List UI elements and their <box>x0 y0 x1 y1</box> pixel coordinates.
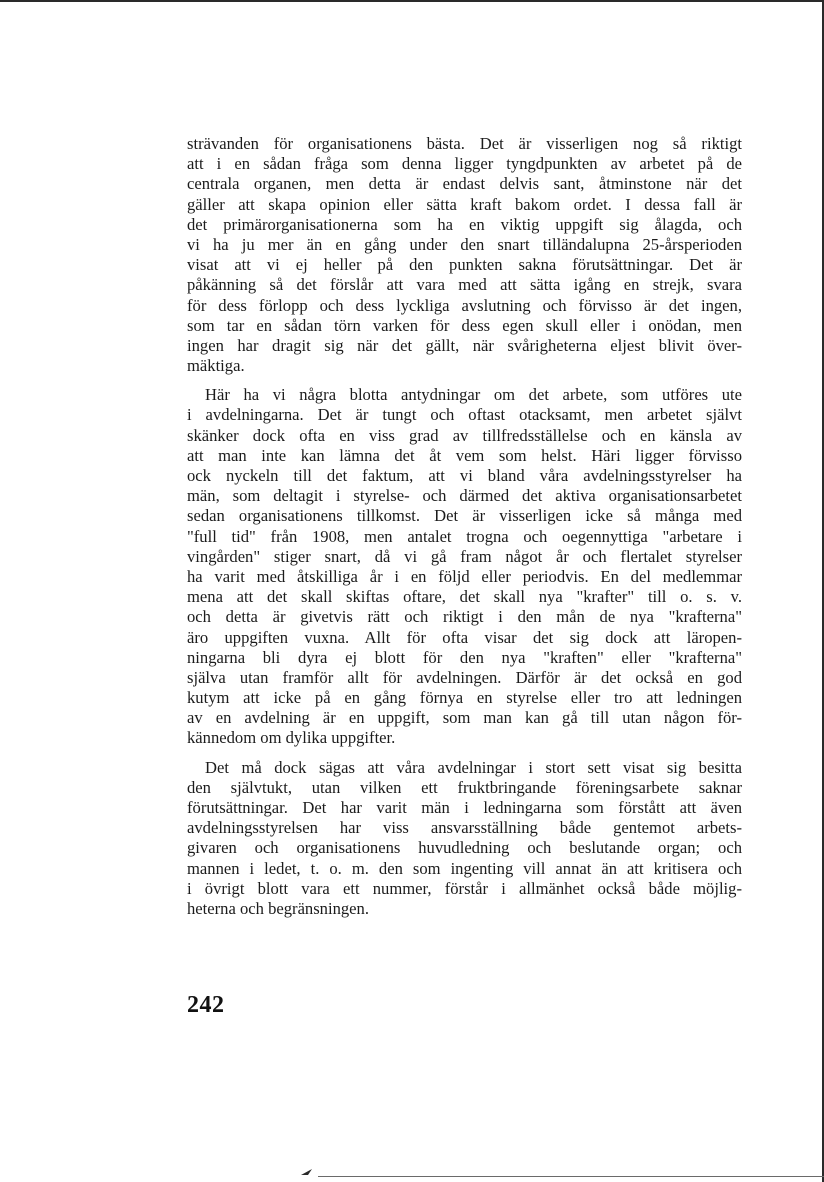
text-line: mannen i ledet, t. o. m. den som ingenting vill annat än att kritisera och <box>187 858 742 878</box>
paragraph-3 <box>187 758 742 920</box>
text-line: den självtukt, utan vilken ett fruktbringande föreningsarbete saknar <box>187 777 742 797</box>
text-line: av en avdelning är en uppgift, som man kan gå till utan någon för- <box>187 708 742 728</box>
text-line: kännedom om dylika uppgifter. <box>187 728 396 748</box>
text-line: centrala organen, men detta är endast delvis sant, åtminstone när det <box>187 174 742 194</box>
text-line: skänker dock ofta en viss grad av tillfredsställelse och en känsla av <box>187 425 742 445</box>
text-line: och detta är givetvis rätt och riktigt i den mån de nya "krafterna" <box>187 607 742 627</box>
text-line: avdelningsstyrelsen har viss ansvarsställning både gentemot arbets- <box>187 818 742 838</box>
text-line: strävanden för organisationens bästa. Det är visserligen nog så riktigt <box>187 134 742 153</box>
text-line: gäller att skapa opinion eller sätta kraft bakom ordet. I dessa fall är <box>187 194 742 214</box>
text-line: ingen har dragit sig när det gällt, när svårigheterna eljest blivit över- <box>187 335 742 355</box>
text-line: förutsättningar. Det har varit män i ledningarna som förstått att även <box>187 798 742 817</box>
text-line: att i en sådan fråga som denna ligger tyngdpunkten av arbetet på de <box>187 154 742 174</box>
body-text <box>187 134 742 919</box>
text-line: ningarna bli dyra ej blott för den nya "kraften" eller "krafterna" <box>187 647 742 667</box>
text-line: "full tid" från 1908, men antalet trogna och oegennyttiga "arbetare i <box>187 526 742 546</box>
text-line: mäktiga. <box>187 356 245 376</box>
page-number: 242 <box>187 992 225 1018</box>
text-line: för dess förlopp och dess lyckliga avslutning och förvisso är det ingen, <box>187 295 742 315</box>
text-line: äro uppgiften vuxna. Allt för ofta visar det sig dock att läropen- <box>187 627 742 647</box>
text-line: som tar en sådan törn varken för dess egen skull eller i onödan, men <box>187 315 742 335</box>
scan-edge-bottom <box>318 1176 824 1177</box>
text-line: att man inte kan lämna det åt vem som helst. Häri ligger förvisso <box>187 445 742 465</box>
paragraph-2 <box>187 385 742 748</box>
text-line: Det må dock sägas att våra avdelningar i stort sett visat sig besitta <box>205 757 742 777</box>
text-line: det primärorganisationerna som ha en viktig uppgift sig ålagda, och <box>187 214 742 234</box>
text-line: i avdelningarna. Det är tungt och oftast otacksamt, men arbetet självt <box>187 405 742 425</box>
text-line: vingården" stiger snart, då vi gå fram något år och flertalet styrelser <box>187 546 742 566</box>
text-line: sedan organisationens tillkomst. Det är visserligen icke så många med <box>187 506 742 526</box>
text-line: mena att det skall skiftas oftare, det skall nya "krafter" till o. s. v. <box>187 587 742 607</box>
text-line: i övrigt blott vara ett nummer, förstår i allmänhet också både möjlig- <box>187 878 742 898</box>
text-line: vi ha ju mer än en gång under den snart tilländalupna 25-årsperioden <box>187 234 742 254</box>
scan-artifact-mark <box>300 1168 316 1176</box>
text-line: själva utan framför allt för avdelningen. Därför är det också en god <box>187 667 742 687</box>
text-line: ock nyckeln till det faktum, att vi bland våra avdelningsstyrelser ha <box>187 466 742 485</box>
text-line: givaren och organisationens huvudledning och beslutande organ; och <box>187 838 742 858</box>
text-line: ha varit med åtskilliga år i en följd eller periodvis. En del medlemmar <box>187 566 742 586</box>
text-line: kutym att icke på en gång förnya en styrelse eller tro att ledningen <box>187 688 742 708</box>
scan-edge-top <box>0 0 824 2</box>
text-line: heterna och begränsningen. <box>187 898 369 918</box>
text-line: visat att vi ej heller på den punkten sakna förutsättningar. Det är <box>187 255 742 275</box>
text-line: män, som deltagit i styrelse- och därmed det aktiva organisationsarbetet <box>187 486 742 506</box>
paragraph-1 <box>187 134 742 376</box>
text-line: Här ha vi några blotta antydningar om det arbete, som utföres ute <box>205 385 742 405</box>
text-line: påkänning så det förslår att vara med att sätta igång en strejk, svara <box>187 275 742 295</box>
